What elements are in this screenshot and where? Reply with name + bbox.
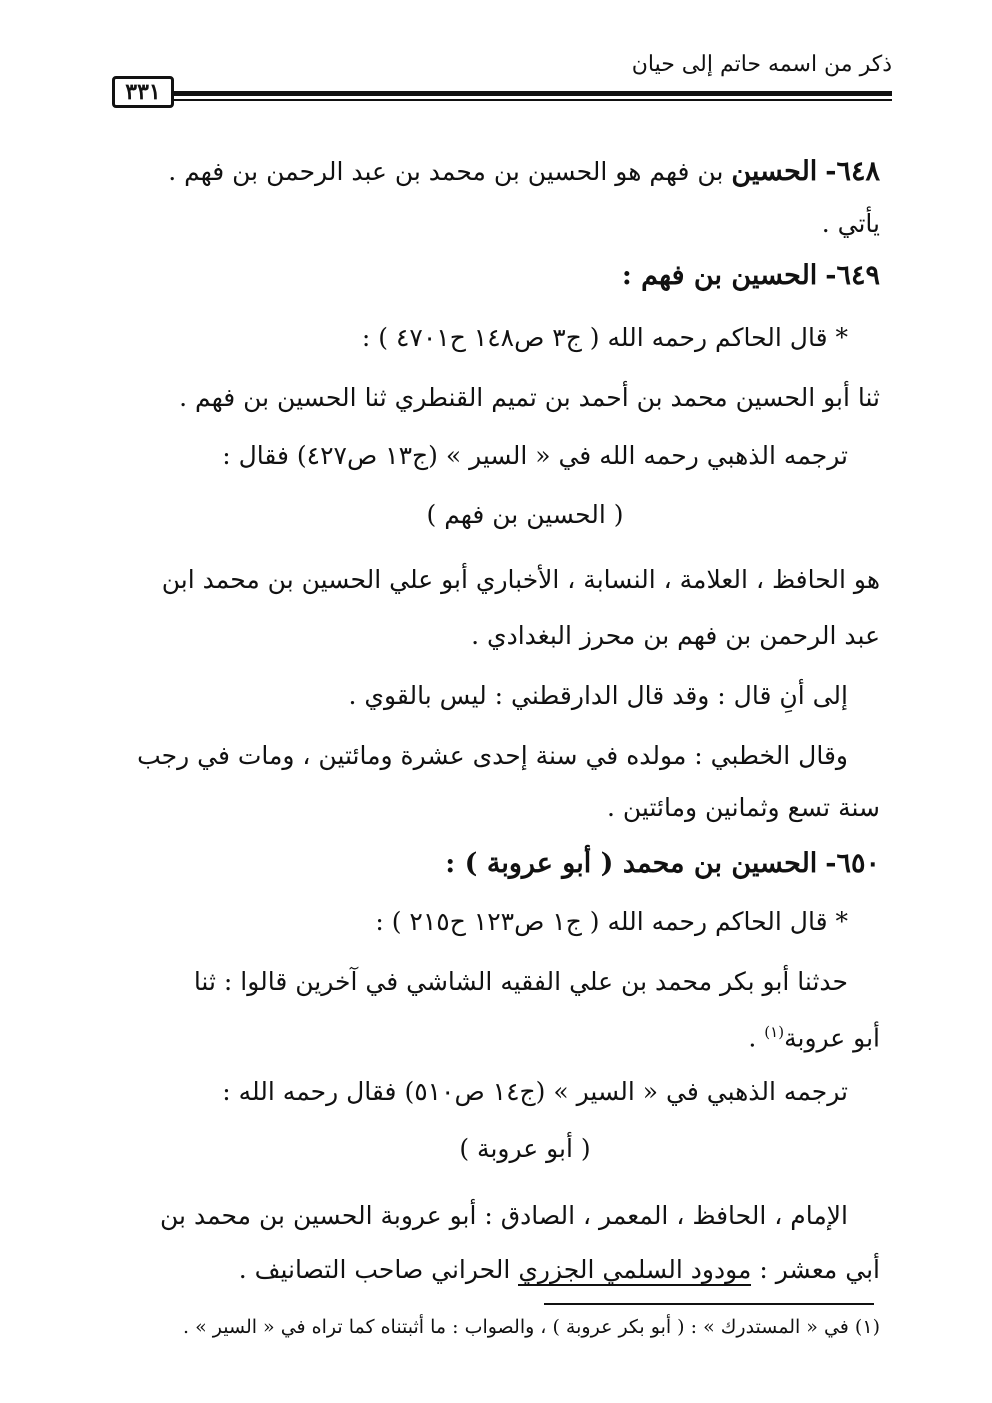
entry-650-bio-line2: [110, 1248, 880, 1292]
entry-648-text: بن فهم هو الحسين بن محمد بن عبد الرحمن بن فهم .: [168, 157, 724, 186]
entry-650-isnad-line1: حدثنا أبو بكر محمد بن علي الفقيه الشاشي في آخرين قالوا : ثنا: [193, 967, 848, 996]
entry-648-number: ٦٤٨-: [825, 156, 880, 187]
entry-650-isnad-end: .: [748, 1023, 765, 1053]
page-number: ٣٣١: [112, 76, 174, 108]
entry-649-isnad: ثنا أبو الحسين محمد بن أحمد بن تميم القنطري ثنا الحسين بن فهم .: [179, 383, 880, 412]
entry-650-tarjama-intro: ترجمه الذهبي في « السير » (ج١٤ ص٥١٠) فقال رحمه الله :: [222, 1077, 848, 1106]
header-rule: [174, 91, 892, 96]
entry-650-bio-part-c: الحراني صاحب التصانيف .: [238, 1255, 519, 1284]
entry-650-isnad-name: أبو عروبة: [784, 1023, 880, 1053]
entry-648-line1: [110, 150, 880, 194]
entry-649-bio-line1: هو الحافظ ، العلامة ، النسابة ، الأخباري أبو علي الحسين بن محمد ابن: [161, 565, 880, 594]
entry-649-title-center: ( الحسين بن فهم ): [426, 500, 624, 529]
running-title: ذكر من اسمه حاتم إلى حيان: [631, 52, 892, 77]
entry-649-tarjama-intro: ترجمه الذهبي رحمه الله في « السير » (ج١٣ ص٤٢٧) فقال :: [222, 441, 848, 470]
footnote-separator: [544, 1303, 874, 1305]
entry-650-isnad-line2: [110, 1010, 880, 1060]
entry-649-bio-line2: عبد الرحمن بن فهم بن محرز البغدادي .: [471, 621, 880, 650]
footnote: (١) في « المستدرك » : ( أبو بكر عروبة ) ، والصواب : ما أثبتناه كما تراه في « السير » .: [183, 1316, 880, 1338]
entry-650-source: * قال الحاكم رحمه الله ( ج١ ص١٢٣ ح٢١٥ ) :: [375, 907, 848, 936]
entry-650-title-center: ( أبو عروبة ): [459, 1134, 591, 1163]
entry-650-bio-line1: الإمام ، الحافظ ، المعمر ، الصادق : أبو عروبة الحسين بن محمد بن: [160, 1201, 848, 1230]
entry-649-qawl: إلى أنِ قال : وقد قال الدارقطني : ليس بالقوي .: [348, 681, 848, 710]
entry-649-heading-line: [110, 254, 880, 298]
entry-648-name: الحسين: [731, 156, 818, 187]
footnote-marker: (١): [764, 1023, 785, 1041]
entry-649-khatib-line2: سنة تسع وثمانين ومائتين .: [607, 793, 880, 822]
entry-650-heading: الحسين بن محمد ( أبو عروبة ) :: [445, 848, 818, 879]
entry-649-heading: الحسين بن فهم :: [621, 260, 818, 291]
entry-649-source: * قال الحاكم رحمه الله ( ج٣ ص١٤٨ ح٤٧٠١ ) :: [361, 323, 848, 352]
header-rule-thin: [174, 99, 892, 101]
entry-650-number: ٦٥٠-: [825, 848, 880, 879]
entry-650-heading-line: [110, 842, 880, 886]
entry-649-khatib-line1: وقال الخطبي : مولده في سنة إحدى عشرة ومائتين ، ومات في رجب: [137, 741, 848, 770]
entry-648-line2: يأتي .: [821, 209, 880, 238]
entry-649-number: ٦٤٩-: [825, 260, 880, 291]
entry-650-bio-part-a: أبي معشر :: [751, 1255, 880, 1284]
entry-650-bio-part-b: مودود السلمي الجزري: [518, 1255, 752, 1284]
